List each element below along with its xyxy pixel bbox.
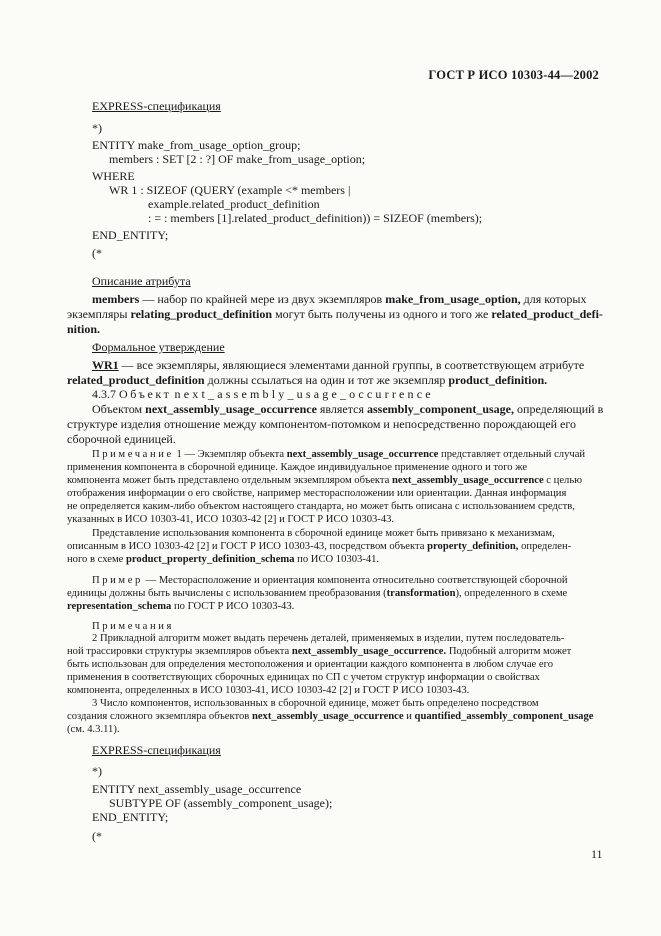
entity-line-2: ENTITY next_assembly_usage_occurrence [92, 782, 302, 796]
standard-header: ГОСТ Р ИСО 10303-44—2002 [428, 68, 599, 82]
formal-proposition-heading: Формальное утверждение [92, 340, 225, 354]
page-number: 11 [591, 847, 603, 861]
formal-text: должны ссылаться на один и тот же экземпляр [204, 373, 449, 387]
wr1-line-3: : = : members [1].related_product_definition)) = SIZEOF (members); [148, 211, 483, 225]
example-line-3 [67, 600, 294, 613]
attribute-line-1 [92, 292, 598, 307]
comment-open: *) [92, 121, 102, 135]
wr1-line-2: example.related_product_definition [148, 197, 320, 211]
note1-line-3 [67, 474, 582, 487]
section-line-3: сборочной единицей. [67, 432, 176, 446]
wr1-label: WR1 [92, 358, 119, 372]
section-line-1 [92, 402, 603, 417]
comment-close: (* [92, 246, 102, 260]
formal-line-1 [92, 358, 584, 373]
note-label: Примечание [92, 449, 174, 460]
example-text: — Месторасположение и ориентация компонента относительно соответствующей сборочной [142, 575, 568, 586]
note-term: product_property_definition_schema [126, 554, 295, 565]
note-term: next_assembly_usage_occurrence [286, 449, 439, 460]
attr-term: nition. [67, 322, 101, 336]
note-text: ного в схеме [67, 554, 126, 565]
wr1-line-1: WR 1 : SIZEOF (QUERY (example <* members | [109, 183, 351, 197]
example-text: ), определенного в схеме [455, 588, 568, 599]
note-text: определен- [518, 541, 572, 552]
note3-line-1: 3 Число компонентов, использованных в сборочной единице, может быть определено посредством [92, 698, 539, 709]
example-text: по ГОСТ Р ИСО 10303-43. [171, 601, 295, 612]
section-number: 4.3.7 [92, 387, 116, 401]
end-entity-line-2: END_ENTITY; [92, 810, 169, 824]
note1-para2-line-1: Представление использования компонента в сборочной единице может быть привязано к механизмам, [92, 528, 555, 539]
formal-line-2 [67, 373, 547, 388]
formal-term: product_definition. [448, 373, 548, 387]
section-term: next_assembly_usage_occurrence [145, 402, 317, 416]
attr-text: могут быть получены из одного и того же [272, 307, 492, 321]
section-word: Объект [119, 387, 172, 401]
example-text: единицы должны быть вычислены с использованием преобразования ( [67, 588, 387, 599]
note1-line-5: не определяется каким-либо объектом настоящего стандарта, но может быть описана с использованием средств, [67, 501, 575, 512]
note-text: ной трассировки структуры экземпляров объекта [67, 646, 292, 657]
section-text: Объектом [92, 402, 146, 416]
attr-term: make_from_usage_option, [385, 292, 521, 306]
section-line-2: структуре изделия отношение между компонентом-потомком и непосредственно порождающей его [67, 417, 577, 431]
note2-line-5: компонента, определенных в ИСО 10303-41, ИСО 10303-42 [2] и ГОСТ Р ИСО 10303-43. [67, 685, 470, 696]
note3-line-3: (см. 4.3.11). [67, 724, 120, 735]
note-term: property_definition, [427, 541, 519, 552]
attr-text: для которых [520, 292, 587, 306]
attr-term-members: members [92, 292, 140, 306]
formal-term: related_product_definition [67, 373, 205, 387]
note-text: создания сложного экземпляра объектов [67, 711, 252, 722]
express-spec-heading-2: EXPRESS-спецификация [92, 743, 221, 757]
end-entity-line: END_ENTITY; [92, 228, 169, 242]
note1-para2-line-3 [67, 553, 379, 566]
note-term: quantified_assembly_component_usage [414, 711, 594, 722]
attr-term: relating_product_definition [130, 307, 273, 321]
comment-open-2: *) [92, 764, 102, 778]
note1-line-6: указанных в ИСО 10303-41, ИСО 10303-42 [2] и ГОСТ Р ИСО 10303-43. [67, 514, 395, 525]
note-text: компонента может быть представлено отдельным экземпляром объекта [67, 475, 393, 486]
note2-line-2 [67, 645, 571, 658]
note-text: 1 — Экземпляр объекта [173, 449, 287, 460]
note-text: описанным в ИСО 10303-42 [2] и ГОСТ Р ИСО 10303-43, посредством объекта [67, 541, 428, 552]
example-line-2 [67, 587, 567, 600]
note-term: next_assembly_usage_occurrence. [291, 646, 447, 657]
note-text: и [403, 711, 415, 722]
note3-line-2 [67, 710, 593, 723]
members-line: members : SET [2 : ?] OF make_from_usage_option; [109, 152, 366, 166]
example-label: Пример [92, 575, 143, 586]
section-entity-name: next_assembly_usage_occurrence [174, 387, 434, 401]
note-text: с целью [543, 475, 583, 486]
note1-para2-line-2 [67, 540, 571, 553]
attr-text: — набор по крайней мере из двух экземпляров [139, 292, 386, 306]
section-text: определяющий в [514, 402, 604, 416]
section-term: assembly_component_usage, [367, 402, 515, 416]
note2-line-4: применения в соответствующих сборочных единицах по СП с учетом структур информации о свойствах [67, 672, 540, 683]
formal-text: — все экземпляры, являющиеся элементами данной группы, в соответствующем атрибуте [118, 358, 585, 372]
notes-label-text: Примечания [92, 621, 174, 632]
subtype-line: SUBTYPE OF (assembly_component_usage); [109, 796, 333, 810]
attribute-description-heading: Описание атрибута [92, 274, 191, 288]
note-term: next_assembly_usage_occurrence [251, 711, 404, 722]
note2-line-3: быть использован для определения местоположения и ориентации каждого компонента в любом случае его [67, 659, 553, 670]
note1-line-1 [92, 448, 585, 461]
note-term: next_assembly_usage_occurrence [392, 475, 544, 486]
example-line-1 [92, 574, 568, 587]
note1-line-2: применения компонента в сборочной единице. Каждое индивидуальное применение одного и того же [67, 462, 528, 473]
section-text: является [316, 402, 367, 416]
express-spec-heading: EXPRESS-спецификация [92, 99, 221, 113]
attribute-line-3 [67, 322, 100, 337]
section-heading [92, 387, 434, 402]
note-text: представляет отдельный случай [438, 449, 586, 460]
note1-line-4: отображения информации о его свойстве, например месторасположении или ориентации. Данная информация [67, 488, 567, 499]
example-term: transformation [386, 588, 456, 599]
attr-text: экземпляры [67, 307, 131, 321]
example-term: representation_schema [67, 601, 172, 612]
attribute-line-2 [67, 307, 603, 322]
note-text: по ИСО 10303-41. [294, 554, 380, 565]
where-line: WHERE [92, 169, 135, 183]
attr-term: related_product_defi- [491, 307, 603, 321]
note-text: Подобный алгоритм может [446, 646, 572, 657]
entity-line: ENTITY make_from_usage_option_group; [92, 138, 301, 152]
note2-line-1: 2 Прикладной алгоритм может выдать перечень деталей, применяемых в изделии, путем последователь- [92, 633, 565, 644]
comment-close-2: (* [92, 829, 102, 843]
